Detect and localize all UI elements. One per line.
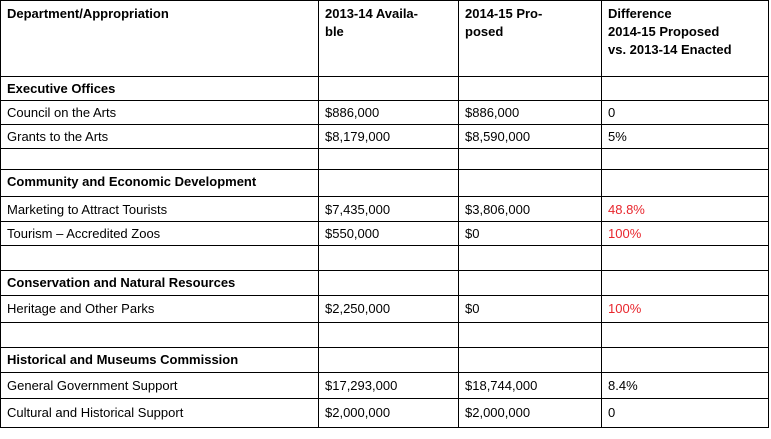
available-cell: $2,250,000 [319,296,459,323]
header-proposed-line2: posed [465,24,504,39]
table-row [1,197,769,222]
appropriation-name: Tourism – Accredited Zoos [1,222,319,246]
difference-cell: 0 [602,101,769,125]
header-available [319,1,459,77]
section-row [1,170,769,197]
difference-cell: 0 [602,399,769,428]
available-cell: $550,000 [319,222,459,246]
difference-cell: 100% [602,222,769,246]
appropriation-name: Grants to the Arts [1,125,319,149]
section-title: Executive Offices [1,77,319,101]
spacer-row [1,323,769,348]
table-row [1,399,769,428]
header-difference-line2: 2014-15 Proposed [608,24,720,39]
header-row [1,1,769,77]
appropriation-name: Cultural and Historical Support [1,399,319,428]
proposed-cell: $0 [459,296,602,323]
spacer-row [1,149,769,170]
header-proposed [459,1,602,77]
proposed-cell: $886,000 [459,101,602,125]
appropriation-name: Council on the Arts [1,101,319,125]
proposed-cell: $8,590,000 [459,125,602,149]
difference-cell: 48.8% [602,197,769,222]
appropriation-name: General Government Support [1,373,319,399]
spacer-row [1,246,769,271]
proposed-cell: $0 [459,222,602,246]
header-available-line2: ble [325,24,344,39]
header-department: Department/Appropriation [1,1,319,77]
section-row [1,348,769,373]
section-title: Community and Economic Development [1,170,319,197]
difference-cell: 5% [602,125,769,149]
section-title: Conservation and Natural Resources [1,271,319,296]
proposed-cell: $2,000,000 [459,399,602,428]
available-cell: $886,000 [319,101,459,125]
section-title: Historical and Museums Commission [1,348,319,373]
appropriation-name: Heritage and Other Parks [1,296,319,323]
header-available-line1: 2013-14 Availa- [325,6,418,21]
difference-cell: 8.4% [602,373,769,399]
header-difference [602,1,769,77]
section-row [1,271,769,296]
available-cell: $17,293,000 [319,373,459,399]
difference-cell: 100% [602,296,769,323]
header-difference-line3: vs. 2013-14 Enacted [608,42,732,57]
table-row [1,101,769,125]
table-row [1,296,769,323]
header-difference-line1: Difference [608,6,672,21]
proposed-cell: $3,806,000 [459,197,602,222]
available-cell: $8,179,000 [319,125,459,149]
table-row [1,125,769,149]
table-row [1,222,769,246]
table-row [1,373,769,399]
available-cell: $2,000,000 [319,399,459,428]
header-proposed-line1: 2014-15 Pro- [465,6,543,21]
appropriation-name: Marketing to Attract Tourists [1,197,319,222]
available-cell: $7,435,000 [319,197,459,222]
proposed-cell: $18,744,000 [459,373,602,399]
section-row [1,77,769,101]
